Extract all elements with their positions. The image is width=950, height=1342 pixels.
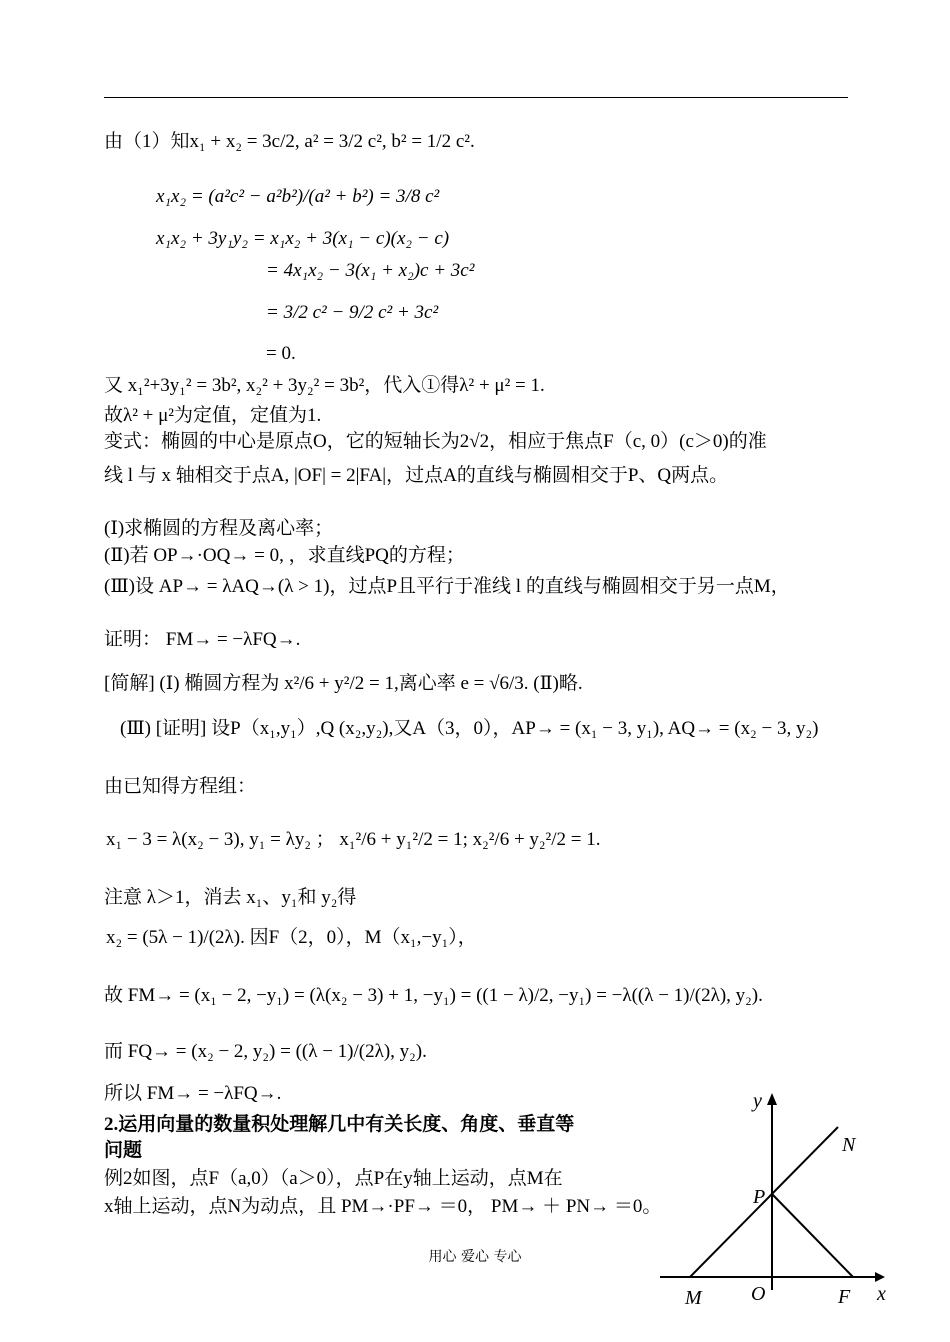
text-line: 线 l 与 x 轴相交于点A, |OF| = 2|FA|，过点A的直线与椭圆相交于P、Q两点。 xyxy=(104,465,729,486)
label-P: P xyxy=(753,1186,766,1208)
text-line: 由（1）知x₁ + x₂ = 3c/2, a² = 3/2 c², b² = 1/2 c². xyxy=(104,131,475,152)
page-footer: 用心 爱心 专心 xyxy=(428,1249,522,1265)
label-y: y xyxy=(753,1090,762,1112)
text-line: 证明： FM→ = −λFQ→. xyxy=(104,629,301,650)
x-axis-arrow xyxy=(875,1272,885,1282)
text-line: 又 x₁²+3y₁² = 3b², x₂² + 3y₂² = 3b²，代入①得λ² + μ² = 1. xyxy=(104,375,545,396)
text-line: = 4x₁x₂ − 3(x₁ + x₂)c + 3c² xyxy=(266,260,475,281)
text-line: 故 FM→ = (x₁ − 2, −y₁) = (λ(x₂ − 3) + 1, −y₁) = ((1 − λ)/2, −y₁) = −λ((λ − 1)/(2λ), y₂). xyxy=(104,985,763,1006)
text-line: = 0. xyxy=(266,343,296,364)
label-N: N xyxy=(842,1134,856,1156)
text-line: 例2如图，点F（a,0）（a＞0），点P在y轴上运动，点M在 xyxy=(104,1168,563,1189)
y-axis-arrow xyxy=(767,1093,777,1105)
section-heading: 问题 xyxy=(104,1140,143,1161)
text-line: 故λ² + μ²为定值，定值为1. xyxy=(104,405,322,426)
coordinate-figure xyxy=(655,1085,895,1315)
text-line: 变式：椭圆的中心是原点O，它的短轴长为2√2，相应于焦点F（c, 0）(c＞0)的准 xyxy=(104,431,767,452)
text-line: (Ⅲ)设 AP→ = λAQ→(λ > 1)，过点P且平行于准线 l 的直线与椭圆相交于另一点M， xyxy=(104,576,790,597)
text-line: (Ⅰ)求椭圆的方程及离心率； xyxy=(104,518,334,539)
header-rule xyxy=(104,97,848,98)
text-line: x₁ − 3 = λ(x₂ − 3), y₁ = λy₂ ； x₁²/6 + y₁²/2 = 1; x₂²/6 + y₂²/2 = 1. xyxy=(106,829,601,850)
text-line: [简解] (Ⅰ) 椭圆方程为 x²/6 + y²/2 = 1,离心率 e = √6/3. (Ⅱ)略. xyxy=(104,673,583,694)
text-line: x轴上运动，点N为动点，且 PM→·PF→ ＝0， PM→ ＋ PN→ ＝0。 xyxy=(104,1196,662,1217)
text-line: 而 FQ→ = (x₂ − 2, y₂) = ((λ − 1)/(2λ), y₂). xyxy=(104,1041,427,1062)
text-line: 注意 λ＞1，消去 x₁、y₁和 y₂得 xyxy=(104,887,357,908)
text-line: 所以 FM→ = −λFQ→. xyxy=(104,1083,282,1104)
section-heading: 2.运用向量的数量积处理解几中有关长度、角度、垂直等 xyxy=(104,1114,575,1135)
text-line: (Ⅱ)若 OP→·OQ→ = 0, ，求直线PQ的方程； xyxy=(104,545,465,566)
label-F: F xyxy=(838,1286,851,1308)
text-line: (Ⅲ) [证明] 设P（x₁,y₁）,Q (x₂,y₂),又A（3，0），AP→ = (x₁ − 3, y₁), AQ→ = (x₂ − 3, y₂) xyxy=(120,718,819,739)
text-line: 由已知得方程组： xyxy=(104,776,257,797)
text-line: x₁x₂ + 3y₁y₂ = x₁x₂ + 3(x₁ − c)(x₂ − c) xyxy=(156,228,450,249)
label-O: O xyxy=(751,1283,766,1305)
label-M: M xyxy=(685,1287,702,1309)
text-line: x₁x₂ = (a²c² − a²b²)/(a² + b²) = 3/8 c² xyxy=(156,186,440,207)
text-line: = 3/2 c² − 9/2 c² + 3c² xyxy=(266,302,439,323)
label-x: x xyxy=(877,1283,886,1305)
text-line: x₂ = (5λ − 1)/(2λ). 因F（2，0），M（x₁,−y₁）， xyxy=(106,927,477,948)
